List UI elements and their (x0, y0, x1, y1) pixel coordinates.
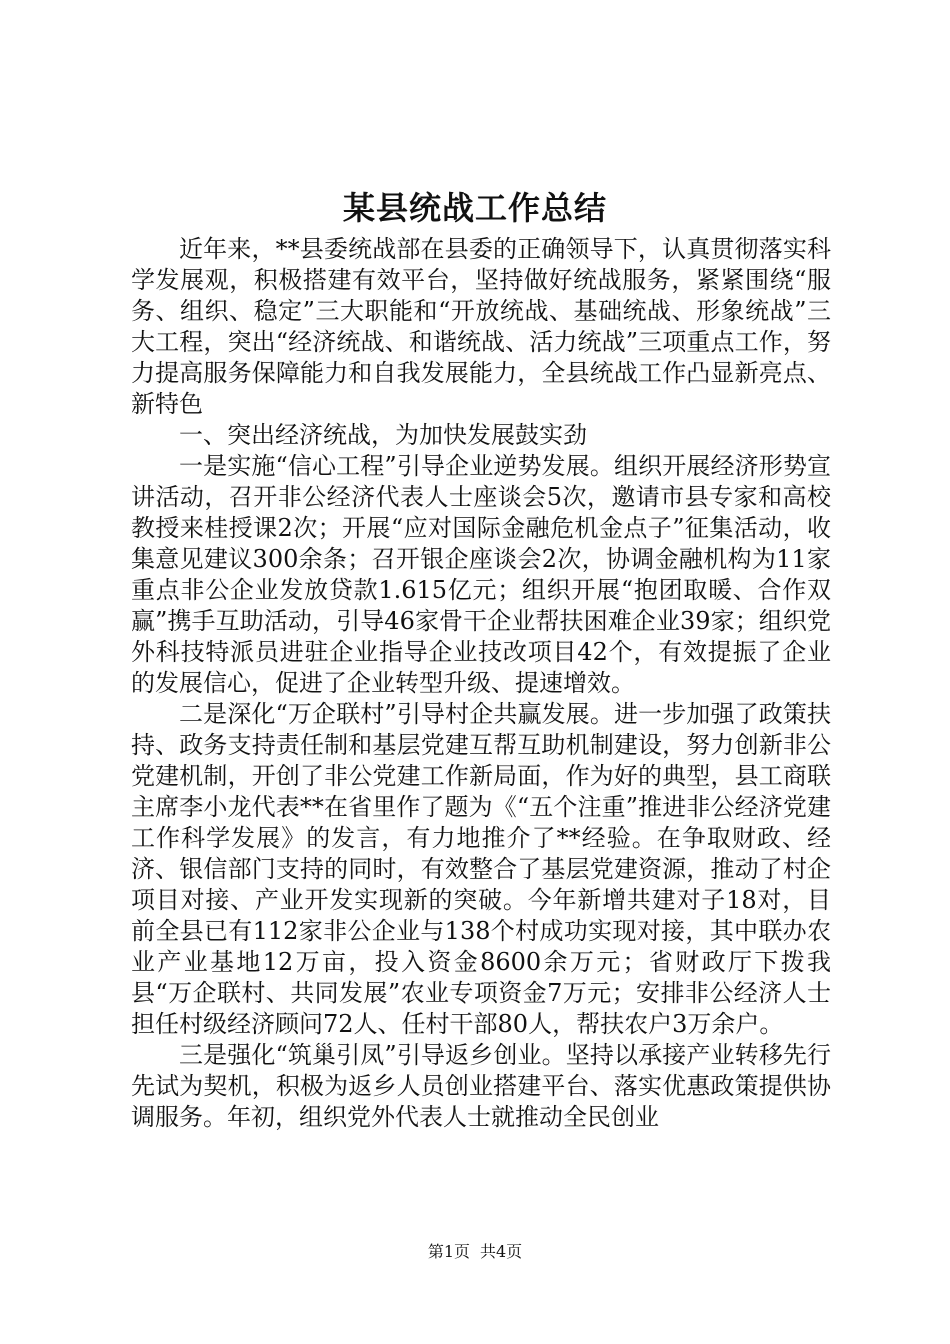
paragraph-intro: 近年来，**县委统战部在县委的正确领导下，认真贯彻落实科学发展观，积极搭建有效平台，坚持做好统战服务，紧紧围绕“服务、组织、稳定”三大职能和“开放统战、基础统战、形象统战”三大工程，突出“经济统战、和谐统战、活力统战”三项重点工作，努力提高服务保障能力和自我发展能力，全县统战工作凸显新亮点、新特色 (131, 235, 831, 418)
page-number: 第1页 (427, 1242, 470, 1261)
paragraph-item-2: 二是深化“万企联村”引导村企共赢发展。进一步加强了政策扶持、政务支持责任制和基层党建互帮互助机制建设，努力创新非公党建机制，开创了非公党建工作新局面，作为好的典型，县工商联主席李小龙代表**在省里作了题为《“五个注重”推进非公经济党建工作科学发展》的发言，有力地推介了**经验。在争取财政、经济、银信部门支持的同时，有效整合了基层党建资源，推动了村企项目对接、产业开发实现新的突破。今年新增共建对子18对，目前全县已有112家非公企业与138个村成功实现对接，其中联办农业产业基地12万亩，投入资金8600余万元；省财政厅下拨我县“万企联村、共同发展”农业专项资金7万元；安排非公经济人士担任村级经济顾问72人、任村干部80人，帮扶农户3万余户。 (131, 700, 831, 1038)
document-body (131, 234, 831, 1133)
paragraph-item-3: 三是强化“筑巢引凤”引导返乡创业。坚持以承接产业转移先行先试为契机，积极为返乡人员创业搭建平台、落实优惠政策提供协调服务。年初，组织党外代表人士就推动全民创业 (131, 1041, 831, 1131)
section-heading-1: 一、突出经济统战，为加快发展鼓实劲 (179, 421, 587, 449)
paragraph-item-1: 一是实施“信心工程”引导企业逆势发展。组织开展经济形势宣讲活动，召开非公经济代表人士座谈会5次，邀请市县专家和高校教授来桂授课2次；开展“应对国际金融危机金点子”征集活动，收集意见建议300余条；召开银企座谈会2次，协调金融机构为11家重点非公企业发放贷款1.615亿元；组织开展“抱团取暖、合作双赢”携手互助活动，引导46家骨干企业帮扶困难企业39家；组织党外科技特派员进驻企业指导企业技改项目42个，有效提振了企业的发展信心，促进了企业转型升级、提速增效。 (131, 452, 831, 697)
page-footer (0, 1242, 950, 1262)
page-total: 共4页 (480, 1242, 523, 1261)
document-title: 某县统战工作总结 (342, 189, 607, 227)
